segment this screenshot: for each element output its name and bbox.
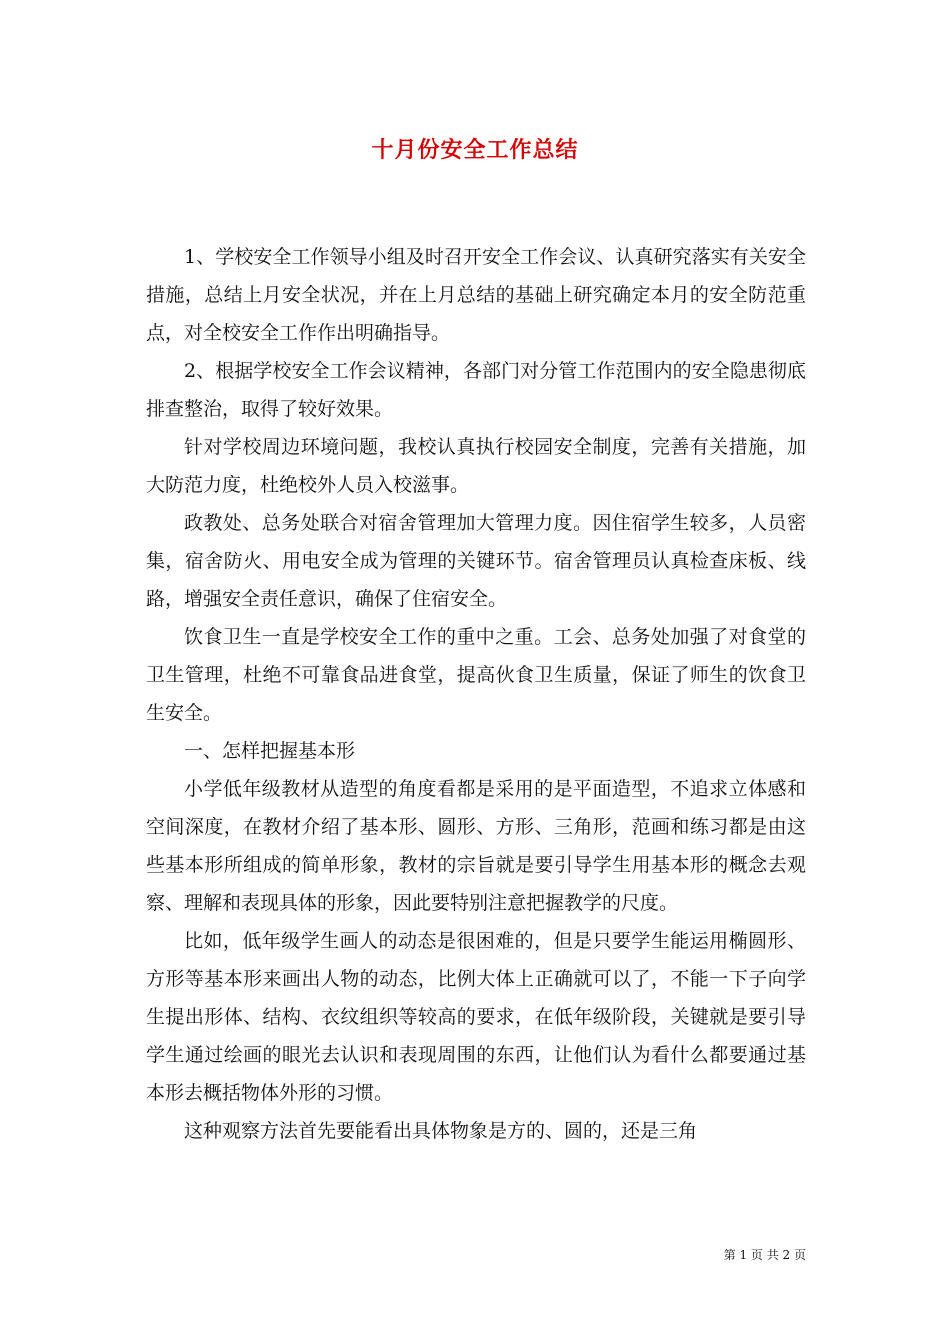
paragraph-7: 比如，低年级学生画人的动态是很困难的，但是只要学生能运用椭圆形、方形等基本形来画出人物的动态，比例大体上正确就可以了，不能一下子向学生提出形体、结构、衣纹组织等较高的要求，在低年级阶段，关键就是要引导学生通过绘画的眼光去认识和表现周围的东西，让他们认为看什么都要通过基本形去概括物体外形的习惯。 bbox=[146, 930, 806, 1104]
paragraph-1: 1、学校安全工作领导小组及时召开安全工作会议、认真研究落实有关安全措施，总结上月安全状况，并在上月总结的基础上研究确定本月的安全防范重点，对全校安全工作作出明确指导。 bbox=[146, 246, 806, 344]
paragraph-5: 饮食卫生一直是学校安全工作的重中之重。工会、总务处加强了对食堂的卫生管理，杜绝不可靠食品进食堂，提高伙食卫生质量，保证了师生的饮食卫生安全。 bbox=[146, 626, 806, 724]
page-number-footer: 第 1 页 共 2 页 bbox=[723, 1248, 806, 1262]
document-body bbox=[146, 238, 806, 1150]
document-title: 十月份安全工作总结 bbox=[371, 137, 579, 163]
section-heading: 一、怎样把握基本形 bbox=[184, 740, 356, 762]
paragraph-8: 这种观察方法首先要能看出具体物象是方的、圆的，还是三角 bbox=[184, 1120, 698, 1142]
paragraph-2: 2、根据学校安全工作会议精神，各部门对分管工作范围内的安全隐患彻底排查整治，取得了较好效果。 bbox=[146, 360, 806, 420]
paragraph-3: 针对学校周边环境问题，我校认真执行校园安全制度，完善有关措施，加大防范力度，杜绝校外人员入校滋事。 bbox=[146, 436, 806, 496]
paragraph-4: 政教处、总务处联合对宿舍管理加大管理力度。因住宿学生较多，人员密集，宿舍防火、用电安全成为管理的关键环节。宿舍管理员认真检查床板、线路，增强安全责任意识，确保了住宿安全。 bbox=[146, 512, 806, 610]
paragraph-6: 小学低年级教材从造型的角度看都是采用的是平面造型，不追求立体感和空间深度，在教材介绍了基本形、圆形、方形、三角形，范画和练习都是由这些基本形所组成的简单形象，教材的宗旨就是要引导学生用基本形的概念去观察、理解和表现具体的形象，因此要特别注意把握教学的尺度。 bbox=[146, 778, 806, 914]
